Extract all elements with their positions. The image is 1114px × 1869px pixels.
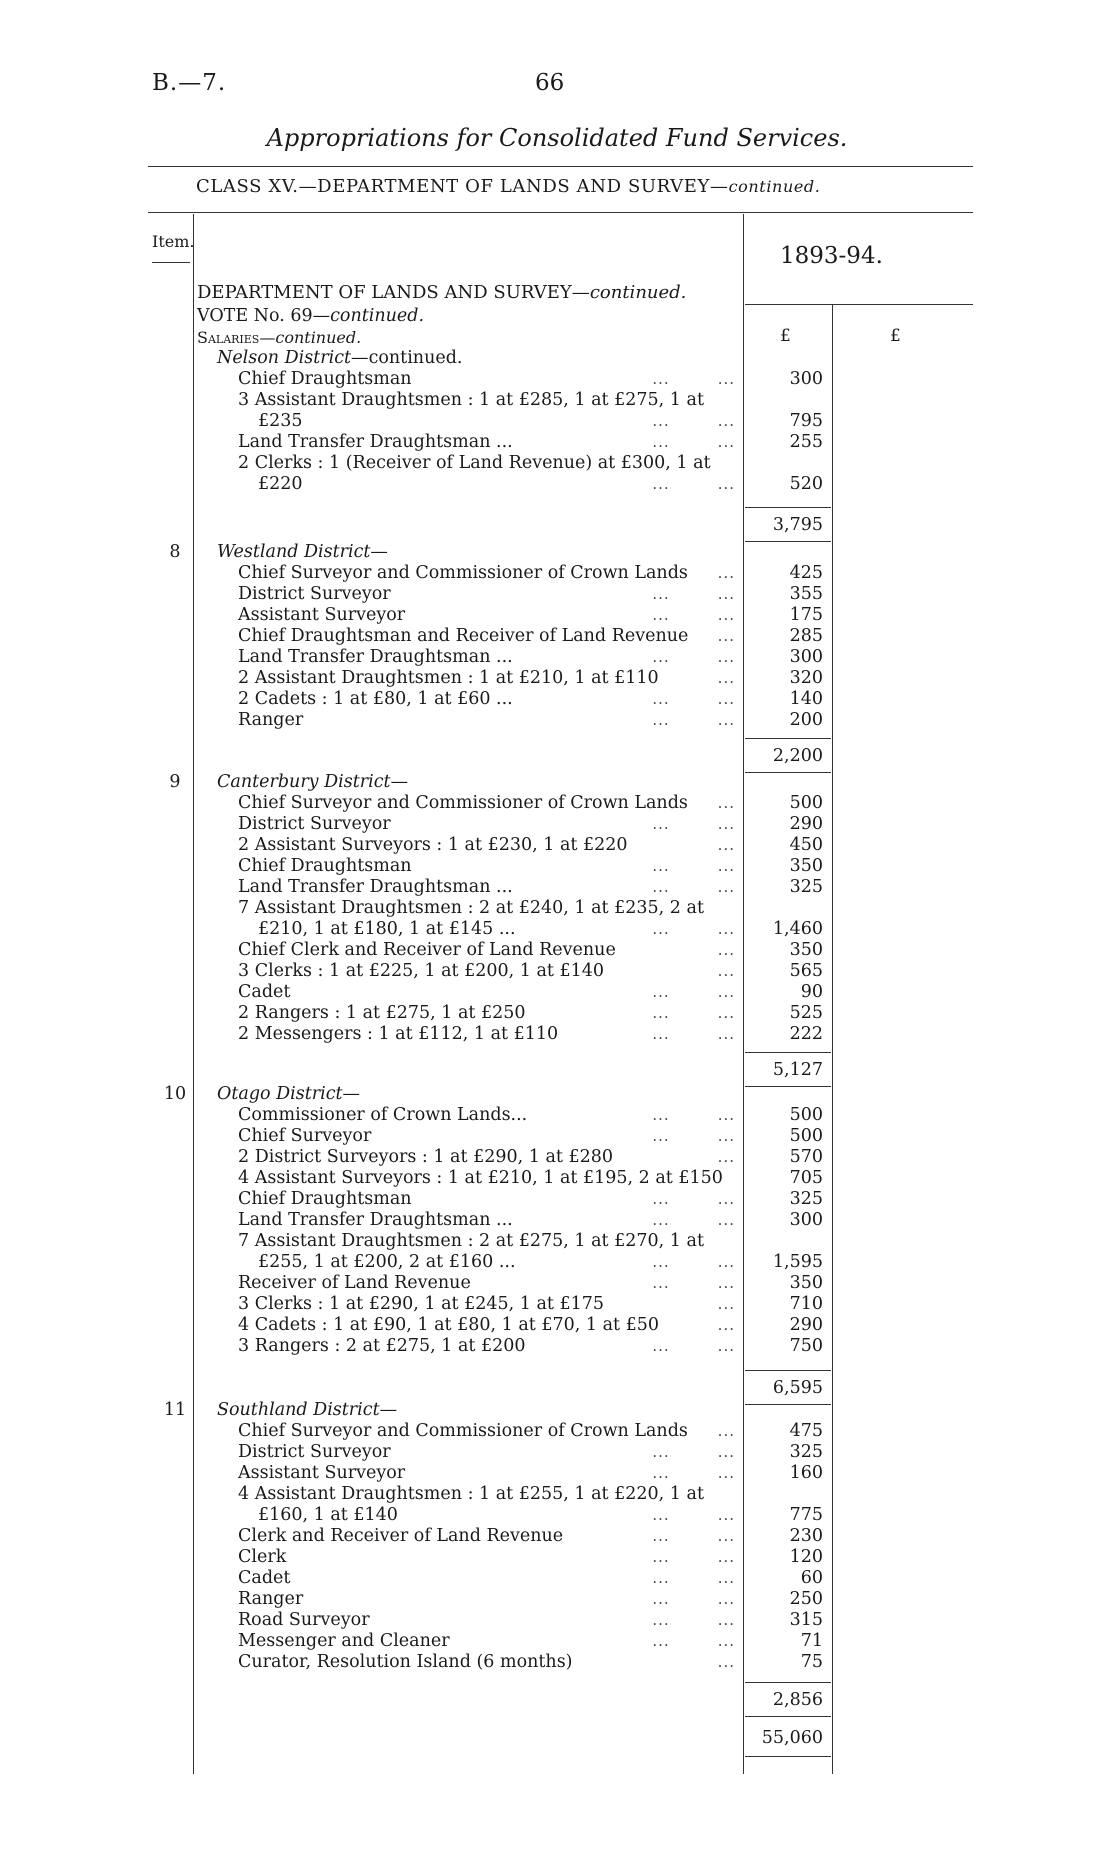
- row-amount: 350: [789, 940, 823, 960]
- row-label: 7 Assistant Draughtsmen : 2 at £240, 1 at £235, 2 at: [238, 898, 704, 918]
- leader-dots: ... ...: [652, 1443, 735, 1461]
- subtotal-rule: [745, 507, 831, 508]
- row-amount: 500: [789, 1105, 823, 1125]
- leader-dots: ... ...: [652, 1506, 735, 1524]
- vote-heading-text: VOTE No. 69—: [197, 306, 331, 326]
- subtotal-column-divider: [832, 305, 833, 1774]
- row-label: £220: [258, 474, 303, 494]
- leader-dots: ... ...: [652, 412, 735, 430]
- southland-item-number: 11: [163, 1400, 187, 1420]
- leader-dots: ...: [717, 836, 735, 854]
- row-amount: 350: [789, 856, 823, 876]
- southland-total: 2,856: [772, 1690, 823, 1710]
- row-label: Commissioner of Crown Lands...: [238, 1105, 528, 1125]
- row-label: 3 Clerks : 1 at £290, 1 at £245, 1 at £175: [238, 1294, 605, 1314]
- row-label: 4 Cadets : 1 at £90, 1 at £80, 1 at £70, 1 at £50: [238, 1315, 659, 1335]
- leader-dots: ... ...: [652, 1527, 735, 1545]
- row-amount: 175: [789, 605, 823, 625]
- item-header-rule: [152, 262, 190, 263]
- page-title: Appropriations for Consolidated Fund Services.: [266, 124, 848, 152]
- row-amount: 565: [789, 961, 823, 981]
- row-amount: 1,460: [772, 919, 823, 939]
- nelson-heading: [217, 348, 462, 369]
- department-heading-cont: continued.: [589, 282, 687, 303]
- row-label: 3 Assistant Draughtsmen : 1 at £285, 1 at £275, 1 at: [238, 390, 704, 410]
- vote-heading-cont: continued.: [330, 306, 425, 326]
- leader-dots: ... ...: [652, 1569, 735, 1587]
- row-label: Chief Surveyor and Commissioner of Crown Lands: [238, 1421, 688, 1441]
- row-amount: 222: [789, 1024, 823, 1044]
- leader-dots: ... ...: [652, 815, 735, 833]
- department-heading: [197, 282, 686, 303]
- row-label: 4 Assistant Draughtsmen : 1 at £255, 1 at £220, 1 at: [238, 1484, 704, 1504]
- leader-dots: ...: [717, 941, 735, 959]
- leader-dots: ... ...: [652, 1611, 735, 1629]
- leader-dots: ... ...: [652, 690, 735, 708]
- row-amount: 290: [789, 814, 823, 834]
- row-amount: 425: [789, 563, 823, 583]
- year-header: 1893-94.: [780, 243, 883, 269]
- row-amount: 90: [800, 982, 823, 1002]
- row-label: Chief Surveyor: [238, 1126, 372, 1146]
- row-label: Chief Surveyor and Commissioner of Crown Lands: [238, 793, 688, 813]
- leader-dots: ... ...: [652, 1337, 735, 1355]
- leader-dots: ... ...: [652, 1548, 735, 1566]
- row-label: Land Transfer Draughtsman ...: [238, 647, 513, 667]
- subtotal-rule: [745, 1716, 831, 1717]
- row-label: £235: [258, 411, 303, 431]
- salaries-heading: [197, 327, 361, 348]
- leader-dots: ...: [717, 627, 735, 645]
- row-amount: 1,595: [772, 1252, 823, 1272]
- row-label: 2 Rangers : 1 at £275, 1 at £250: [238, 1003, 526, 1023]
- row-amount: 160: [789, 1463, 823, 1483]
- currency-left: £: [780, 326, 791, 346]
- row-label: 7 Assistant Draughtsmen : 2 at £275, 1 at £270, 1 at: [238, 1231, 704, 1251]
- leader-dots: ... ...: [652, 606, 735, 624]
- subtotal-rule: [745, 1052, 831, 1053]
- westland-heading: Westland District—: [217, 542, 388, 562]
- row-label: Clerk: [238, 1547, 287, 1567]
- row-amount: 325: [789, 877, 823, 897]
- row-amount: 705: [789, 1168, 823, 1188]
- row-label: £160, 1 at £140: [258, 1505, 398, 1525]
- subtotal-rule: [745, 772, 831, 773]
- leader-dots: ... ...: [652, 1127, 735, 1145]
- canterbury-heading: Canterbury District—: [217, 772, 409, 792]
- leader-dots: ... ...: [652, 475, 735, 493]
- nelson-heading-cont: continued.: [368, 348, 463, 368]
- row-label: Chief Draughtsman: [238, 856, 412, 876]
- row-label: Chief Draughtsman and Receiver of Land Revenue: [238, 626, 689, 646]
- row-label: Assistant Surveyor: [238, 1463, 406, 1483]
- row-label: Land Transfer Draughtsman ...: [238, 877, 513, 897]
- row-amount: 355: [789, 584, 823, 604]
- item-column-divider: [193, 214, 194, 1774]
- leader-dots: ... ...: [652, 1464, 735, 1482]
- subtotal-rule: [745, 541, 831, 542]
- row-amount: 475: [789, 1421, 823, 1441]
- row-amount: 290: [789, 1315, 823, 1335]
- row-amount: 325: [789, 1189, 823, 1209]
- leader-dots: ... ...: [652, 1274, 735, 1292]
- class-heading-text: CLASS XV.—DEPARTMENT OF LANDS AND SURVEY—: [196, 176, 729, 197]
- row-label: Cadet: [238, 982, 291, 1002]
- row-label: 2 District Surveyors : 1 at £290, 1 at £280: [238, 1147, 614, 1167]
- row-label: District Surveyor: [238, 1442, 391, 1462]
- westland-total: 2,200: [772, 746, 823, 766]
- row-amount: 500: [789, 1126, 823, 1146]
- item-column-header: Item.: [152, 232, 195, 251]
- leader-dots: ... ...: [652, 1632, 735, 1650]
- leader-dots: ... ...: [652, 878, 735, 896]
- southland-heading: Southland District—: [217, 1400, 398, 1420]
- otago-item-number: 10: [163, 1084, 187, 1104]
- leader-dots: ...: [717, 1316, 735, 1334]
- row-amount: 315: [789, 1610, 823, 1630]
- row-label: 4 Assistant Surveyors : 1 at £210, 1 at £195, 2 at £150: [238, 1168, 723, 1188]
- row-label: Chief Clerk and Receiver of Land Revenue: [238, 940, 616, 960]
- row-label: £255, 1 at £200, 2 at £160 ...: [258, 1252, 516, 1272]
- leader-dots: ...: [717, 669, 735, 687]
- leader-dots: ... ...: [652, 1004, 735, 1022]
- westland-item-number: 8: [169, 542, 181, 562]
- leader-dots: ... ...: [652, 1106, 735, 1124]
- row-label: Ranger: [238, 710, 304, 730]
- row-amount: 450: [789, 835, 823, 855]
- leader-dots: ... ...: [652, 983, 735, 1001]
- row-amount: 525: [789, 1003, 823, 1023]
- leader-dots: ... ...: [652, 1025, 735, 1043]
- row-label: District Surveyor: [238, 814, 391, 834]
- row-amount: 775: [789, 1505, 823, 1525]
- row-amount: 500: [789, 793, 823, 813]
- row-amount: 71: [800, 1631, 823, 1651]
- leader-dots: ...: [717, 962, 735, 980]
- salaries-heading-text: Salaries—: [197, 328, 276, 347]
- leader-dots: ...: [717, 1422, 735, 1440]
- row-amount: 350: [789, 1273, 823, 1293]
- page-number: 66: [535, 70, 565, 96]
- leader-dots: ...: [717, 794, 735, 812]
- row-amount: 325: [789, 1442, 823, 1462]
- row-label: Land Transfer Draughtsman ...: [238, 432, 513, 452]
- row-amount: 795: [789, 411, 823, 431]
- row-amount: 750: [789, 1336, 823, 1356]
- row-label: Receiver of Land Revenue: [238, 1273, 471, 1293]
- subtotal-rule: [745, 1682, 831, 1683]
- year-rule: [745, 304, 973, 305]
- leader-dots: ... ...: [652, 585, 735, 603]
- nelson-heading-text: Nelson District—: [217, 348, 369, 368]
- otago-total: 6,595: [772, 1378, 823, 1398]
- row-label: 2 Cadets : 1 at £80, 1 at £60 ...: [238, 689, 513, 709]
- row-label: Chief Surveyor and Commissioner of Crown Lands: [238, 563, 688, 583]
- grand-total: 55,060: [761, 1728, 823, 1748]
- row-amount: 140: [789, 689, 823, 709]
- subtotal-rule: [745, 1370, 831, 1371]
- class-heading-cont: continued.: [728, 177, 821, 196]
- row-label: 3 Clerks : 1 at £225, 1 at £200, 1 at £140: [238, 961, 605, 981]
- subtotal-rule: [745, 1404, 831, 1405]
- row-amount: 200: [789, 710, 823, 730]
- canterbury-total: 5,127: [772, 1060, 823, 1080]
- header-rule: [148, 166, 973, 167]
- row-label: 2 Assistant Surveyors : 1 at £230, 1 at £220: [238, 835, 628, 855]
- leader-dots: ... ...: [652, 857, 735, 875]
- leader-dots: ... ...: [652, 1253, 735, 1271]
- subtotal-rule: [745, 1086, 831, 1087]
- row-label: 2 Messengers : 1 at £112, 1 at £110: [238, 1024, 559, 1044]
- row-amount: 300: [789, 1210, 823, 1230]
- leader-dots: ... ...: [652, 1211, 735, 1229]
- row-label: District Surveyor: [238, 584, 391, 604]
- leader-dots: ... ...: [652, 648, 735, 666]
- row-amount: 60: [800, 1568, 823, 1588]
- row-label: Curator, Resolution Island (6 months): [238, 1652, 573, 1672]
- row-amount: 75: [800, 1652, 823, 1672]
- row-label: Ranger: [238, 1589, 304, 1609]
- class-heading: [196, 176, 820, 197]
- row-label: Clerk and Receiver of Land Revenue: [238, 1526, 564, 1546]
- row-label: Chief Draughtsman: [238, 369, 412, 389]
- row-label: £210, 1 at £180, 1 at £145 ...: [258, 919, 516, 939]
- row-amount: 520: [789, 474, 823, 494]
- row-label: 2 Clerks : 1 (Receiver of Land Revenue) at £300, 1 at: [238, 453, 711, 473]
- row-amount: 710: [789, 1294, 823, 1314]
- row-amount: 570: [789, 1147, 823, 1167]
- row-amount: 300: [789, 647, 823, 667]
- leader-dots: ...: [717, 1653, 735, 1671]
- row-label: Cadet: [238, 1568, 291, 1588]
- leader-dots: ...: [717, 1148, 735, 1166]
- row-label: Assistant Surveyor: [238, 605, 406, 625]
- row-label: Land Transfer Draughtsman ...: [238, 1210, 513, 1230]
- canterbury-item-number: 9: [169, 772, 181, 792]
- leader-dots: ...: [717, 1295, 735, 1313]
- otago-heading: Otago District—: [217, 1084, 361, 1104]
- row-amount: 120: [789, 1547, 823, 1567]
- row-label: Messenger and Cleaner: [238, 1631, 450, 1651]
- document-reference: B.—7.: [152, 70, 227, 96]
- leader-dots: ...: [717, 564, 735, 582]
- row-amount: 230: [789, 1526, 823, 1546]
- row-amount: 285: [789, 626, 823, 646]
- row-amount: 250: [789, 1589, 823, 1609]
- currency-right: £: [890, 326, 901, 346]
- vote-heading: [197, 306, 424, 327]
- grand-total-rule: [745, 1756, 831, 1757]
- row-label: Road Surveyor: [238, 1610, 370, 1630]
- row-label: 2 Assistant Draughtsmen : 1 at £210, 1 at £110: [238, 668, 659, 688]
- leader-dots: ... ...: [652, 433, 735, 451]
- subtotal-rule: [745, 738, 831, 739]
- table-top-rule: [148, 212, 973, 213]
- department-heading-text: DEPARTMENT OF LANDS AND SURVEY—: [197, 282, 590, 303]
- row-amount: 300: [789, 369, 823, 389]
- leader-dots: ... ...: [652, 1590, 735, 1608]
- leader-dots: ... ...: [652, 920, 735, 938]
- nelson-total: 3,795: [772, 515, 823, 535]
- leader-dots: ... ...: [652, 1190, 735, 1208]
- leader-dots: ... ...: [652, 370, 735, 388]
- row-amount: 320: [789, 668, 823, 688]
- salaries-heading-cont: continued.: [275, 328, 362, 347]
- row-label: Chief Draughtsman: [238, 1189, 412, 1209]
- row-amount: 255: [789, 432, 823, 452]
- leader-dots: ... ...: [652, 711, 735, 729]
- row-label: 3 Rangers : 2 at £275, 1 at £200: [238, 1336, 526, 1356]
